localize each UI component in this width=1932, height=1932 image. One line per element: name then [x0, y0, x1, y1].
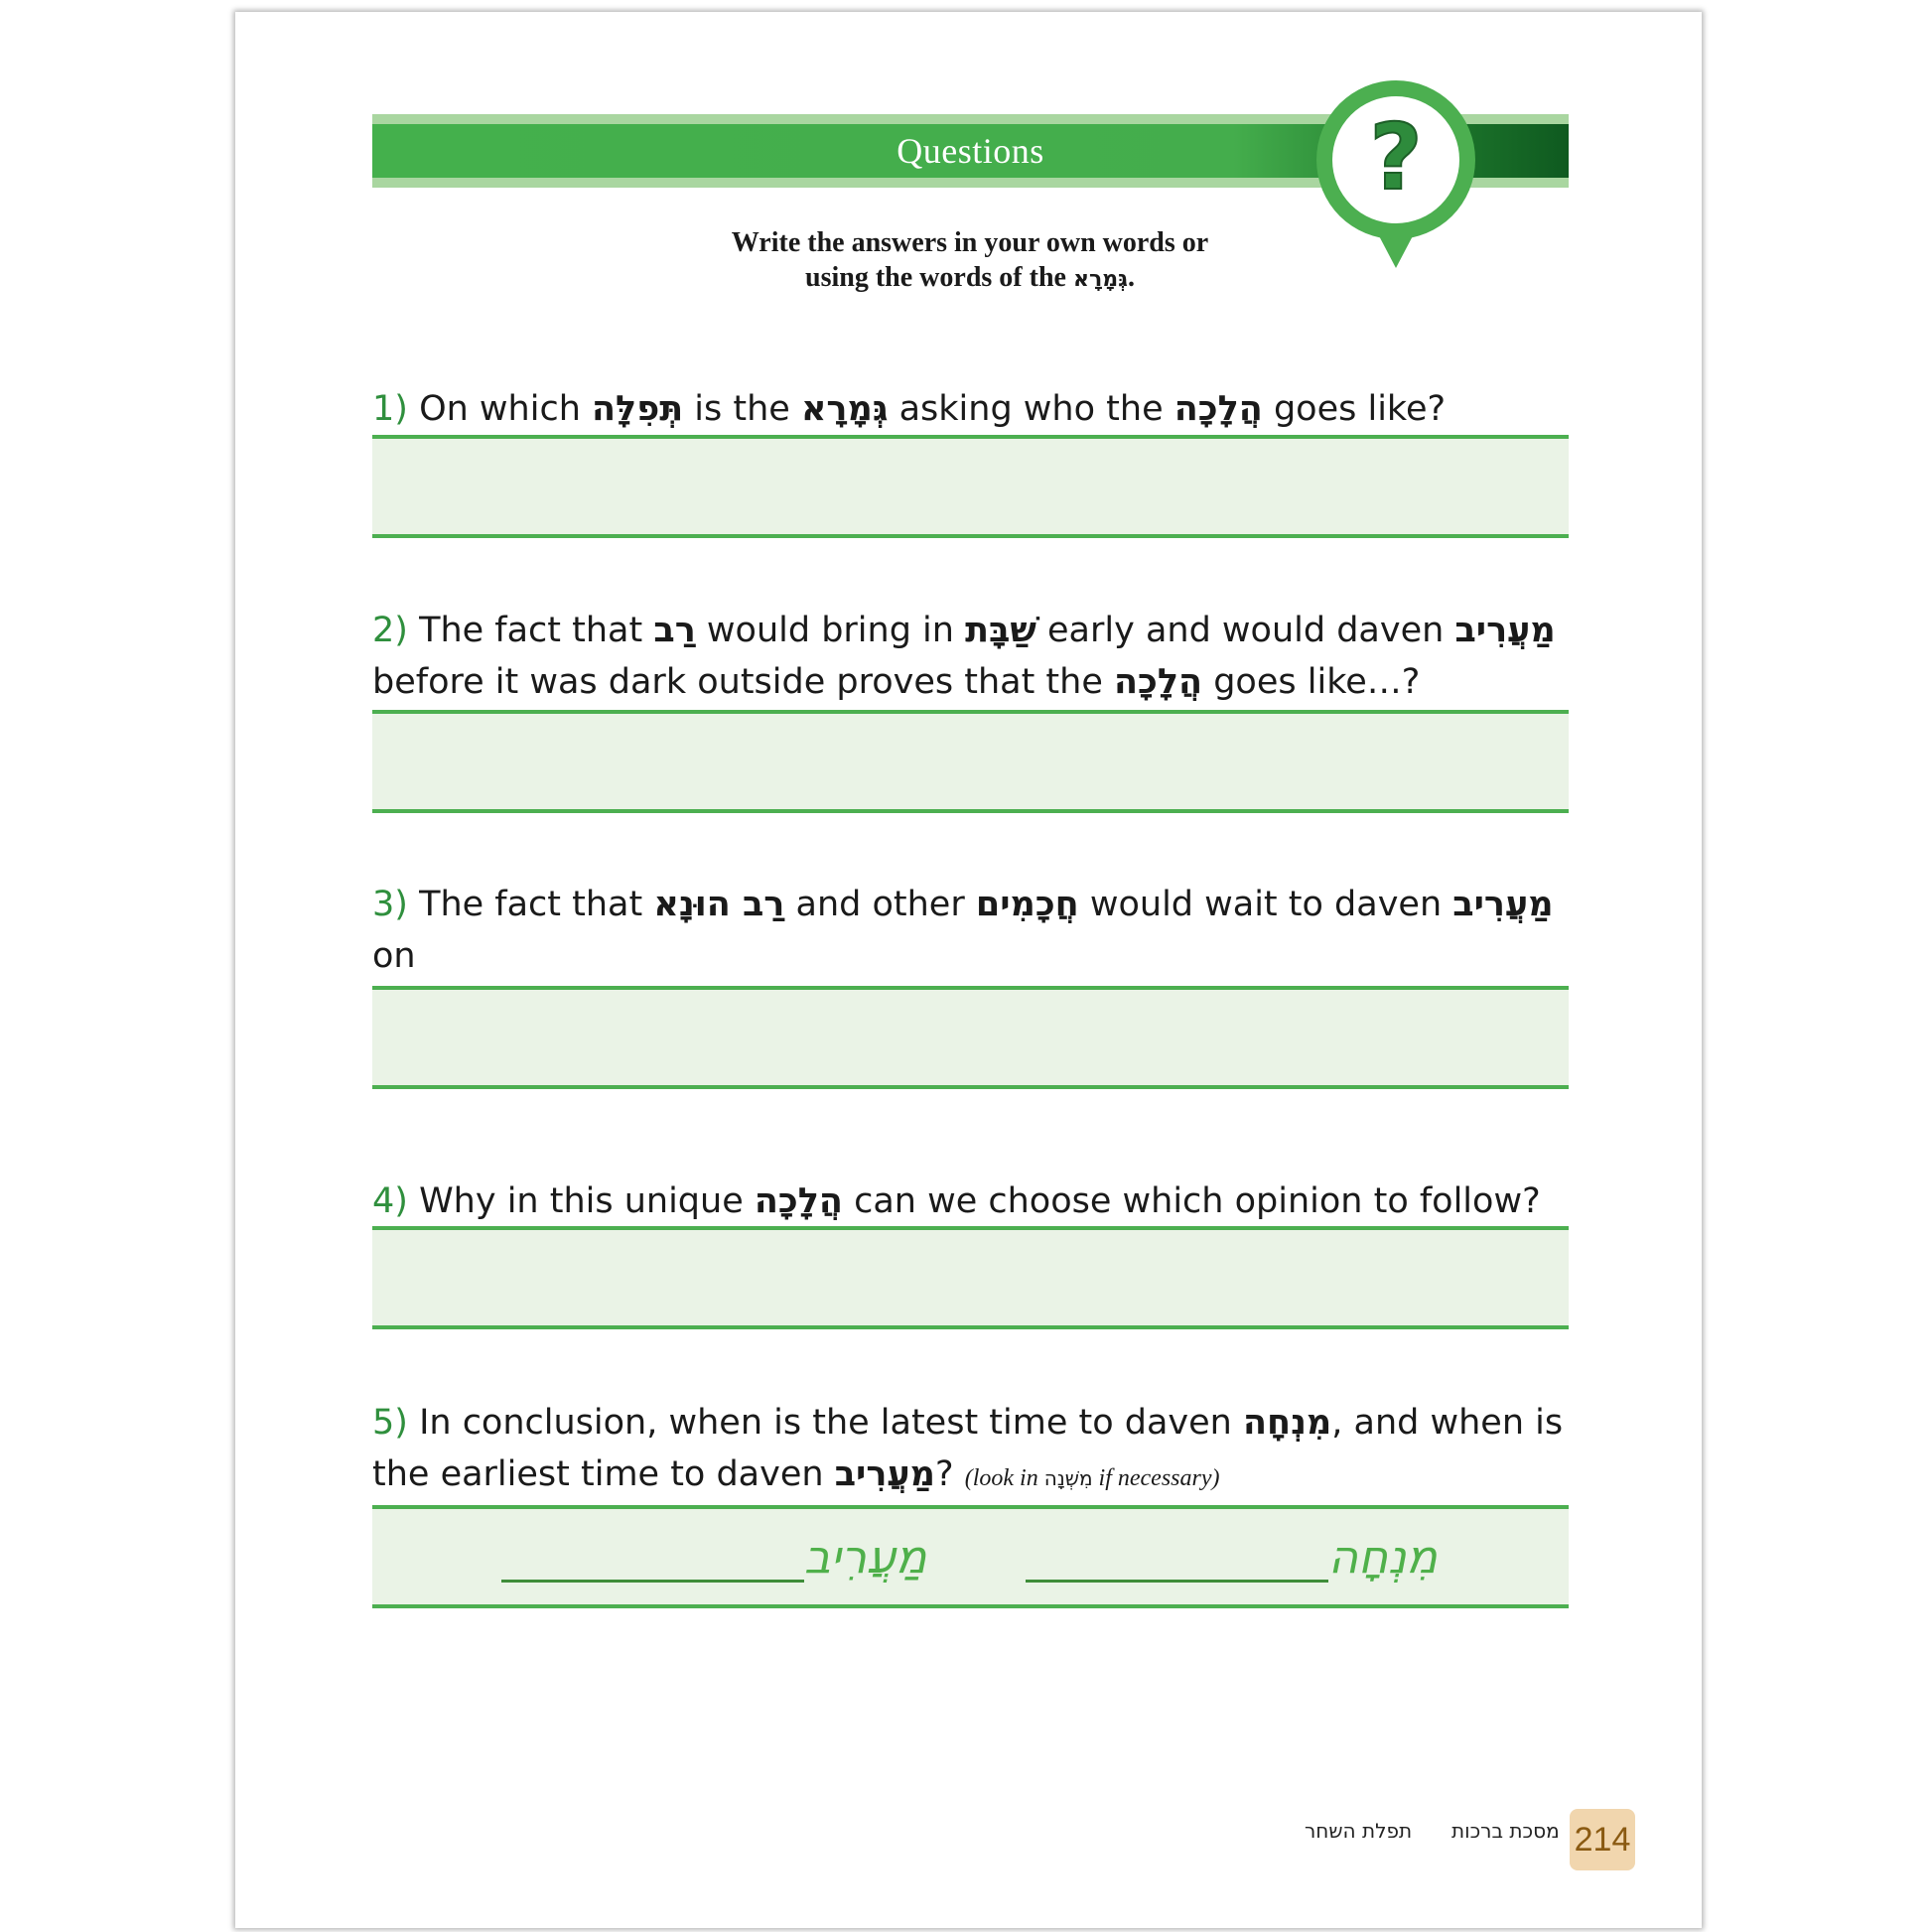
instructions-text: using the words of the	[805, 262, 1073, 293]
question-text: goes like…?	[1202, 662, 1421, 702]
hebrew-term: מִנְחָה	[1242, 1403, 1332, 1443]
hebrew-term: חֲכָמִים	[975, 885, 1079, 924]
question-number: 5)	[372, 1403, 408, 1443]
hebrew-term: הֲלָכָה	[1173, 389, 1263, 429]
question-text: early and would daven	[1035, 611, 1455, 650]
question-number: 4)	[372, 1181, 408, 1221]
hint-text: if necessary)	[1092, 1465, 1220, 1491]
answer-line[interactable]	[501, 1540, 804, 1583]
question-text: asking who the	[888, 389, 1174, 429]
question-text: On which	[407, 389, 593, 429]
instructions-line-2	[632, 260, 1308, 297]
footer-section-title: תפלת השחר	[1305, 1819, 1413, 1843]
hebrew-term: רַב	[653, 611, 696, 650]
question-number: 2)	[372, 611, 408, 650]
hebrew-term: מַעֲרִיב	[834, 1454, 935, 1494]
hebrew-term: הֲלָכָה	[754, 1181, 843, 1221]
instructions-period: .	[1127, 262, 1135, 293]
hebrew-term: מַעֲרִיב	[1452, 885, 1554, 924]
question-5	[372, 1397, 1574, 1504]
question-number: 3)	[372, 885, 408, 924]
question-text: the earliest time to daven	[372, 1454, 835, 1494]
answer-box-4[interactable]	[372, 1226, 1569, 1329]
instructions	[632, 225, 1308, 297]
page-number: 214	[1570, 1809, 1635, 1870]
question-text: before it was dark outside proves that the	[372, 662, 1114, 702]
footer-book-title: מסכת ברכות	[1451, 1819, 1560, 1843]
question-1	[372, 383, 1574, 435]
instructions-hebrew-term: גְּמָרָא	[1072, 267, 1128, 292]
hebrew-term: שַׁבָּת	[965, 611, 1036, 650]
question-text: would wait to daven	[1078, 885, 1453, 924]
hebrew-term: גְּמָרָא	[800, 389, 889, 429]
mincha-label: מִנְחָה	[1328, 1530, 1438, 1584]
question-line-1	[372, 1397, 1574, 1449]
question-text: would bring in	[695, 611, 966, 650]
hint-note	[965, 1465, 1220, 1491]
question-text: ?	[935, 1454, 954, 1494]
worksheet-page	[235, 12, 1702, 1928]
hint-hebrew-term: מִשְׁנָה	[1043, 1466, 1093, 1490]
question-line-1	[372, 879, 1574, 982]
question-line-2	[372, 1449, 1574, 1504]
answer-box-3[interactable]	[372, 986, 1569, 1089]
instructions-line-1: Write the answers in your own words or	[731, 227, 1209, 258]
answer-line[interactable]	[1026, 1540, 1328, 1583]
question-mark-icon	[1315, 79, 1476, 268]
question-text: goes like?	[1262, 389, 1447, 429]
question-4	[372, 1175, 1574, 1227]
hint-text: (look in	[964, 1465, 1044, 1491]
question-text: Why in this unique	[407, 1181, 755, 1221]
hebrew-term: הֲלָכָה	[1114, 662, 1203, 702]
question-text: can we choose which opinion to follow?	[842, 1181, 1541, 1221]
hebrew-term: מַעֲרִיב	[1454, 611, 1556, 650]
maariv-answer-blank[interactable]	[501, 1531, 926, 1583]
banner-title: Questions	[897, 131, 1044, 171]
question-text: and other	[784, 885, 976, 924]
answer-box-5	[372, 1505, 1569, 1608]
answer-box-2[interactable]	[372, 710, 1569, 813]
hebrew-term: רַב הוּנָא	[653, 885, 785, 924]
question-number: 1)	[372, 389, 408, 429]
question-text: , and when is	[1331, 1403, 1564, 1443]
question-text: is the	[683, 389, 801, 429]
question-text: In conclusion, when is the latest time to daven	[407, 1403, 1243, 1443]
question-2	[372, 605, 1574, 708]
question-text: The fact that	[407, 611, 654, 650]
hebrew-term: תְּפִלָּה	[592, 389, 684, 429]
answer-box-1[interactable]	[372, 435, 1569, 538]
badge-question-glyph: ?	[1369, 104, 1423, 210]
question-text: The fact that	[407, 885, 654, 924]
maariv-label: מַעֲרִיב	[804, 1530, 927, 1584]
mincha-answer-blank[interactable]	[1026, 1531, 1438, 1583]
question-line-1	[372, 605, 1574, 656]
question-line-2	[372, 656, 1574, 708]
question-text: on	[372, 936, 416, 976]
